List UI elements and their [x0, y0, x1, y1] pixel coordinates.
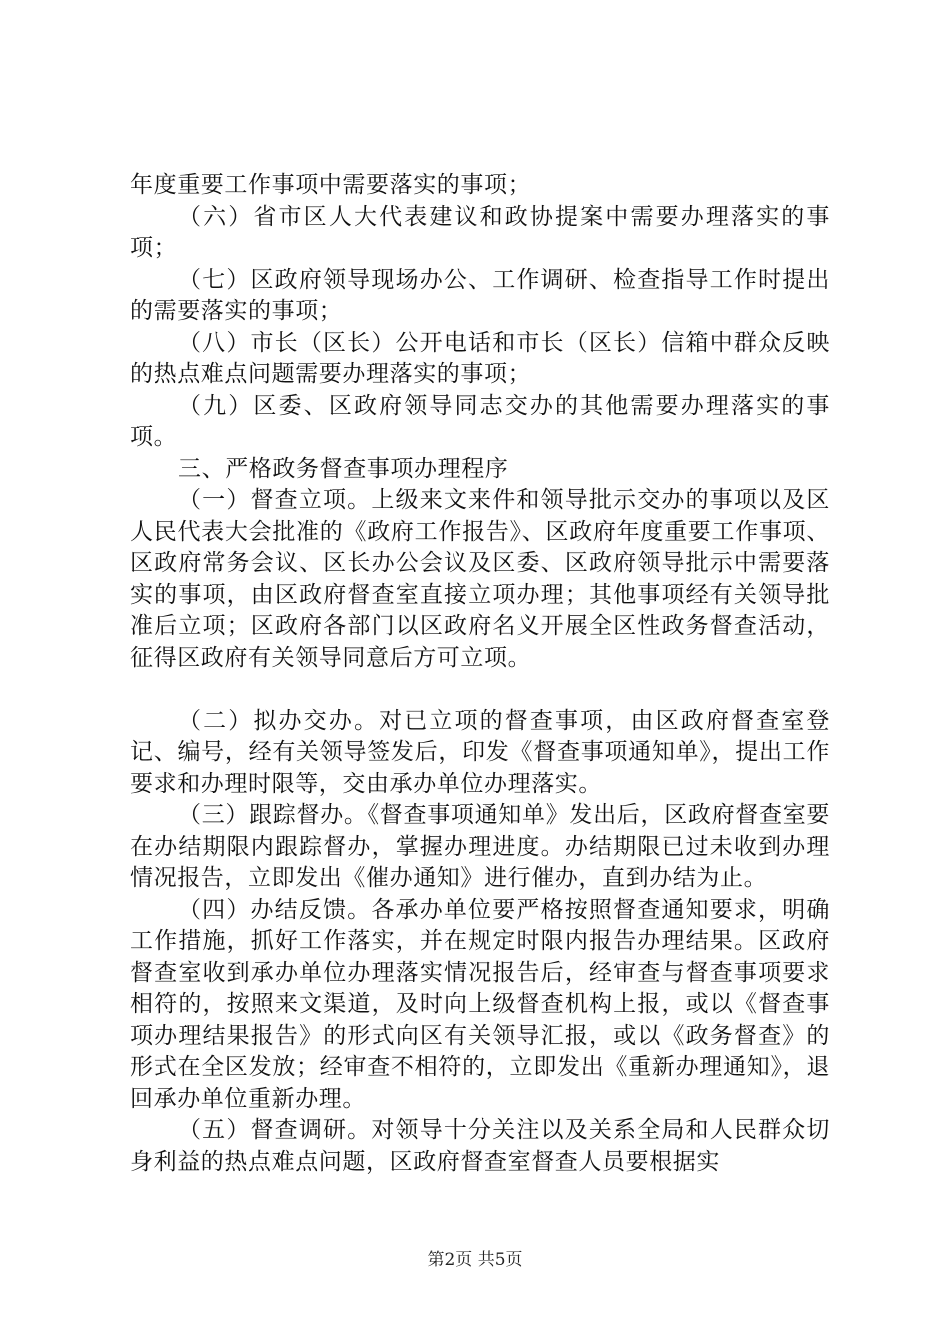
- blank-line: [130, 674, 830, 706]
- page-number-footer: 第2页 共5页: [427, 1250, 523, 1270]
- paragraph-step-3: （三）跟踪督办。《督查事项通知单》发出后，区政府督查室要在办结期限内跟踪督办，掌握办理进度。办结期限已过未收到办理情况报告，立即发出《催办通知》进行催办，直到办结为止。: [130, 802, 830, 891]
- document-body: [130, 170, 830, 1178]
- section-heading-3: 三、严格政务督查事项办理程序: [178, 455, 509, 482]
- paragraph-item-8: （八）市长（区长）公开电话和市长（区长）信箱中群众反映的热点难点问题需要办理落实的事项；: [130, 329, 830, 387]
- paragraph-step-1: （一）督查立项。上级来文来件和领导批示交办的事项以及区人民代表大会批准的《政府工作报告》、区政府年度重要工作事项、区政府常务会议、区长办公会议及区委、区政府领导批示中需要落实的事项，由区政府督查室直接立项办理；其他事项经有关领导批准后立项；区政府各部门以区政府名义开展全区性政务督查活动，征得区政府有关领导同意后方可立项。: [130, 487, 830, 671]
- paragraph-item-6: （六）省市区人大代表建议和政协提案中需要办理落实的事项；: [130, 203, 830, 261]
- paragraph-item-7: （七）区政府领导现场办公、工作调研、检查指导工作时提出的需要落实的事项；: [130, 266, 830, 324]
- paragraph-step-2: （二）拟办交办。对已立项的督查事项，由区政府督查室登记、编号，经有关领导签发后，印发《督查事项通知单》，提出工作要求和办理时限等，交由承办单位办理落实。: [130, 707, 830, 797]
- paragraph-item-9: （九）区委、区政府领导同志交办的其他需要办理落实的事项。: [130, 392, 830, 450]
- paragraph-continuation: 年度重要工作事项中需要落实的事项；: [130, 172, 532, 198]
- paragraph-step-5: （五）督查调研。对领导十分关注以及关系全局和人民群众切身利益的热点难点问题，区政府督查室督查人员要根据实: [130, 1117, 830, 1175]
- paragraph-step-4: （四）办结反馈。各承办单位要严格按照督查通知要求，明确工作措施，抓好工作落实，并在规定时限内报告办理结果。区政府督查室收到承办单位办理落实情况报告后，经审查与督查事项要求相符的，按照来文渠道，及时向上级督查机构上报，或以《督查事项办理结果报告》的形式向区有关领导汇报，或以《政务督查》的形式在全区发放；经审查不相符的，立即发出《重新办理通知》，退回承办单位重新办理。: [130, 896, 830, 1112]
